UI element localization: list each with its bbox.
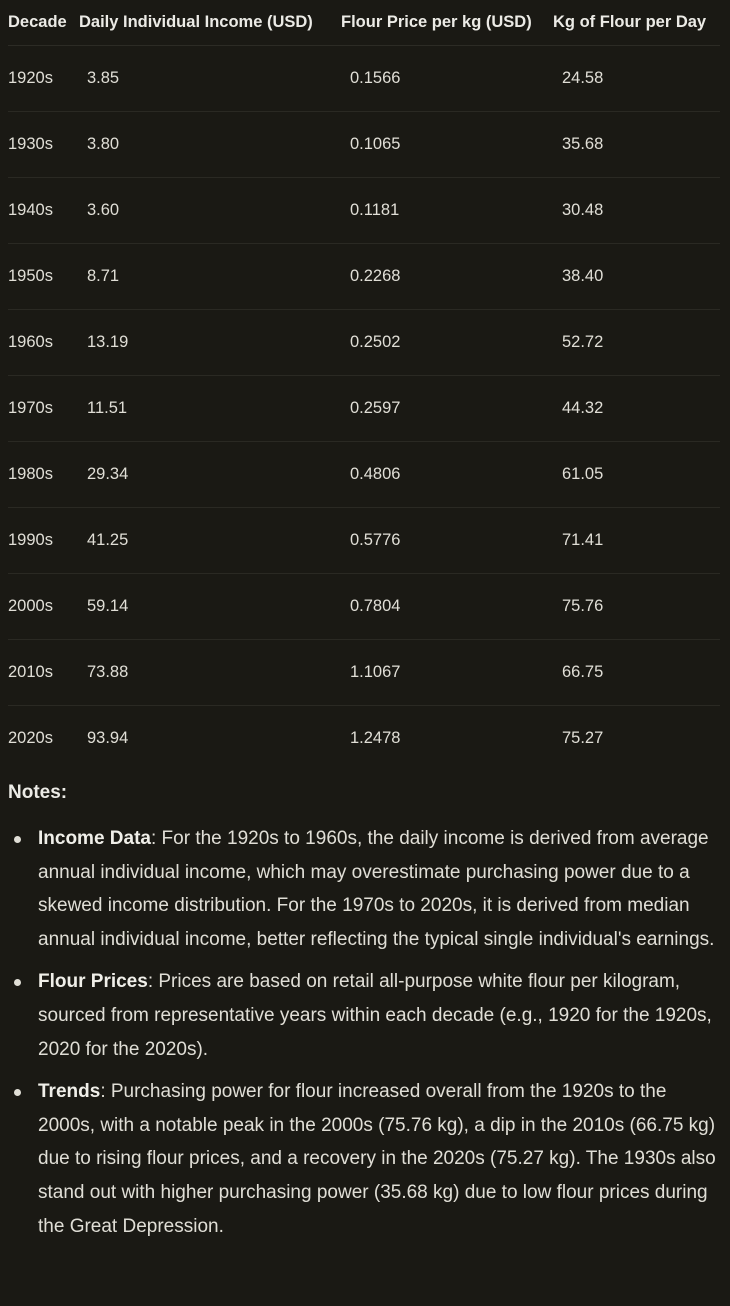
cell-flour-price: 0.2268: [341, 244, 553, 310]
note-term: Income Data: [38, 828, 151, 849]
bullet-icon: [14, 979, 21, 986]
cell-flour-price: 0.1065: [341, 112, 553, 178]
note-text: : For the 1920s to 1960s, the daily income is derived from average annual individual income, which may overestimate purchasing power due to a skewed income distribution. For the 1970s to 2020s, it is derived from median annual individual income, better reflecting the typical single individual's earnings.: [38, 828, 715, 950]
cell-decade: 1960s: [8, 310, 79, 376]
bullet-icon: [14, 836, 21, 843]
cell-kg-flour: 35.68: [553, 112, 720, 178]
cell-kg-flour: 52.72: [553, 310, 720, 376]
cell-income: 29.34: [79, 442, 341, 508]
table-row: [8, 112, 720, 178]
cell-kg-flour: 71.41: [553, 508, 720, 574]
note-term: Flour Prices: [38, 971, 148, 993]
table-row: [8, 442, 720, 508]
cell-flour-price: 0.4806: [341, 442, 553, 508]
column-header-decade: Decade: [8, 0, 79, 46]
cell-decade: 1930s: [8, 112, 79, 178]
cell-kg-flour: 75.76: [553, 574, 720, 640]
cell-kg-flour: 24.58: [553, 46, 720, 112]
cell-decade: 2000s: [8, 574, 79, 640]
cell-flour-price: 1.1067: [341, 640, 553, 706]
cell-flour-price: 0.2597: [341, 376, 553, 442]
table-row: [8, 178, 720, 244]
cell-kg-flour: 30.48: [553, 178, 720, 244]
cell-income: 8.71: [79, 244, 341, 310]
table-row: [8, 310, 720, 376]
cell-kg-flour: 38.40: [553, 244, 720, 310]
column-header-kg-flour: Kg of Flour per Day: [553, 0, 720, 46]
cell-income: 73.88: [79, 640, 341, 706]
table-row: [8, 46, 720, 112]
table-row: [8, 376, 720, 442]
cell-decade: 1970s: [8, 376, 79, 442]
cell-kg-flour: 44.32: [553, 376, 720, 442]
note-term: Trends: [38, 1081, 101, 1103]
column-header-flour-price: Flour Price per kg (USD): [341, 0, 553, 46]
cell-income: 93.94: [87, 729, 129, 747]
cell-income: 3.60: [79, 178, 341, 244]
cell-kg-flour: 75.27: [562, 729, 604, 747]
cell-income: 41.25: [79, 508, 341, 574]
cell-decade: 1990s: [8, 508, 79, 574]
cell-decade: 1920s: [8, 46, 79, 112]
cell-flour-price: 0.2502: [341, 310, 553, 376]
table-row: [8, 574, 720, 640]
cell-kg-flour: 66.75: [553, 640, 720, 706]
cell-decade: 1940s: [8, 178, 79, 244]
cell-decade: 2010s: [8, 640, 79, 706]
cell-flour-price: 0.5776: [341, 508, 553, 574]
column-header-daily-income: Daily Individual Income (USD): [79, 0, 341, 46]
note-text: : Purchasing power for flour increased overall from the 1920s to the 2000s, with a notable peak in the 2000s (75.76 kg), a dip in the 2010s (66.75 kg) due to rising flour prices, and a recovery in the 2020s (75.27 kg). The 1930s also stand out with higher purchasing power (35.68 kg) due to low flour prices during the Great Depression.: [38, 1081, 716, 1237]
table-row: [8, 706, 720, 772]
cell-income: 3.80: [79, 112, 341, 178]
bullet-icon: [14, 1089, 21, 1096]
table-row: [8, 244, 720, 310]
cell-income: 13.19: [79, 310, 341, 376]
table-row: [8, 508, 720, 574]
cell-flour-price: 1.2478: [350, 729, 401, 747]
cell-income: 11.51: [79, 376, 341, 442]
flour-purchasing-power-table: [8, 0, 720, 771]
cell-flour-price: 0.7804: [341, 574, 553, 640]
list-item-flour-prices: [8, 965, 720, 1066]
table-header-row: [8, 0, 720, 46]
notes-list: [8, 822, 720, 1252]
cell-decade: 1980s: [8, 442, 79, 508]
list-item-trends: [8, 1075, 720, 1243]
table-row: [8, 640, 720, 706]
cell-flour-price: 0.1181: [341, 178, 553, 244]
cell-income: 3.85: [79, 46, 341, 112]
notes-heading: Notes:: [8, 782, 68, 803]
list-item-income-data: [8, 822, 720, 956]
cell-decade: 1950s: [8, 244, 79, 310]
cell-kg-flour: 61.05: [553, 442, 720, 508]
cell-decade: 2020s: [8, 729, 53, 747]
cell-income: 59.14: [79, 574, 341, 640]
cell-flour-price: 0.1566: [341, 46, 553, 112]
note-text: : Prices are based on retail all-purpose white flour per kilogram, sourced from representative years within each decade (e.g., 1920 for the 1920s, 2020 for the 2020s).: [38, 971, 712, 1060]
